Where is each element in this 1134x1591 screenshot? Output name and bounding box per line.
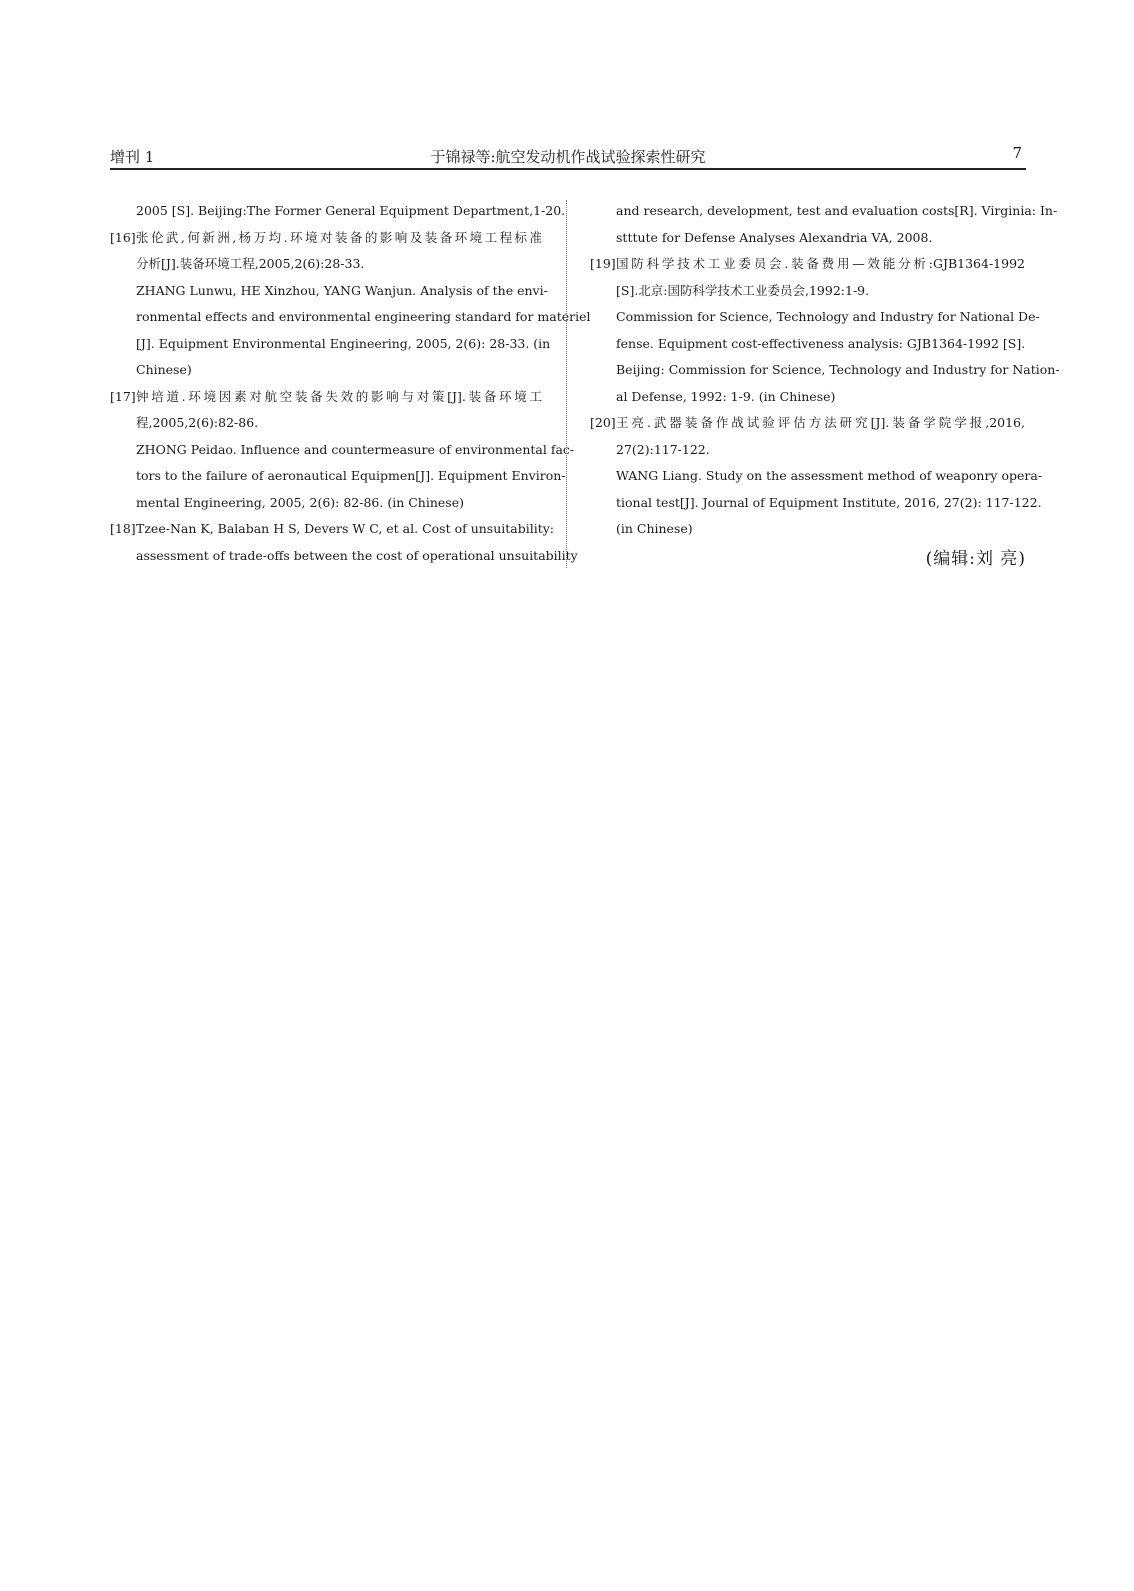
ref-line: 钟培道.环境因素对航空装备失效的影响与对策[J].装备环境工 xyxy=(136,388,542,404)
ref-line: tors to the failure of aeronautical Equipmen[J]. Equipment Environ- xyxy=(136,468,566,483)
article-title-header: 于锦禄等:航空发动机作战试验探索性研究 xyxy=(430,148,706,166)
right-column xyxy=(590,198,1060,543)
ref-line: assessment of trade-offs between the cost of operational unsuitability xyxy=(136,547,578,563)
reference-19 xyxy=(590,251,1060,410)
reference-continuation xyxy=(590,198,1058,251)
ref-line: [S].北京:国防科学技术工业委员会,1992:1-9. xyxy=(616,282,870,298)
reference-17 xyxy=(110,384,575,517)
reference-20 xyxy=(590,410,1043,543)
ref-number: [19] xyxy=(590,256,616,271)
ref-line: 分析[J].装备环境工程,2005,2(6):28-33. xyxy=(136,256,365,271)
ref-line: WANG Liang. Study on the assessment method of weaponry opera- xyxy=(616,468,1043,483)
ref-line: Chinese) xyxy=(136,362,192,377)
ref-line: ronmental effects and environmental engineering standard for materiel xyxy=(136,309,591,324)
ref-line: ZHANG Lunwu, HE Xinzhou, YANG Wanjun. Analysis of the envi- xyxy=(136,282,548,298)
reference-continuation xyxy=(110,198,566,225)
ref-line: 程,2005,2(6):82-86. xyxy=(136,415,259,430)
ref-line: (in Chinese) xyxy=(616,521,693,536)
editor-credit: (编辑:刘 亮) xyxy=(925,549,1026,569)
running-header xyxy=(110,144,1026,170)
ref-line: fense. Equipment cost-effectiveness analysis: GJB1364-1992 [S]. xyxy=(616,335,1026,351)
ref-line: ZHONG Peidao. Influence and countermeasure of environmental fac- xyxy=(136,441,575,457)
ref-line: [J]. Equipment Environmental Engineering, 2005, 2(6): 28-33. (in xyxy=(136,335,551,351)
ref-line: 2005 [S]. Beijing:The Former General Equipment Department,1-20. xyxy=(136,203,566,218)
ref-line: Tzee-Nan K, Balaban H S, Devers W C, et al. Cost of unsuitability: xyxy=(136,521,555,536)
ref-line: mental Engineering, 2005, 2(6): 82-86. (in Chinese) xyxy=(136,494,464,510)
left-column xyxy=(110,198,591,569)
ref-line: and research, development, test and evaluation costs[R]. Virginia: In- xyxy=(616,203,1058,218)
issue-label: 增刊 1 xyxy=(110,148,155,166)
ref-number: [16] xyxy=(110,229,136,245)
ref-line: 王亮.武器装备作战试验评估方法研究[J].装备学院学报,2016, xyxy=(616,415,1025,430)
ref-line: 张伦武,何新洲,杨万均.环境对装备的影响及装备环境工程标准 xyxy=(136,229,542,245)
ref-number: [17] xyxy=(110,388,136,404)
column-divider xyxy=(566,200,567,568)
ref-line: al Defense, 1992: 1-9. (in Chinese) xyxy=(616,388,836,404)
ref-line: 27(2):117-122. xyxy=(616,441,710,457)
ref-number: [18] xyxy=(110,521,136,536)
reference-16 xyxy=(110,225,591,384)
ref-line: Beijing: Commission for Science, Technology and Industry for Nation- xyxy=(616,362,1060,377)
ref-line: 国防科学技术工业委员会.装备费用—效能分析:GJB1364-1992 xyxy=(616,256,1025,271)
ref-number: [20] xyxy=(590,415,616,430)
reference-18 xyxy=(110,516,578,569)
page-number: 7 xyxy=(1012,144,1022,162)
ref-line: tional test[J]. Journal of Equipment Institute, 2016, 27(2): 117-122. xyxy=(616,494,1042,510)
ref-line: Commission for Science, Technology and Industry for National De- xyxy=(616,309,1040,324)
ref-line: stttute for Defense Analyses Alexandria VA, 2008. xyxy=(616,229,933,245)
